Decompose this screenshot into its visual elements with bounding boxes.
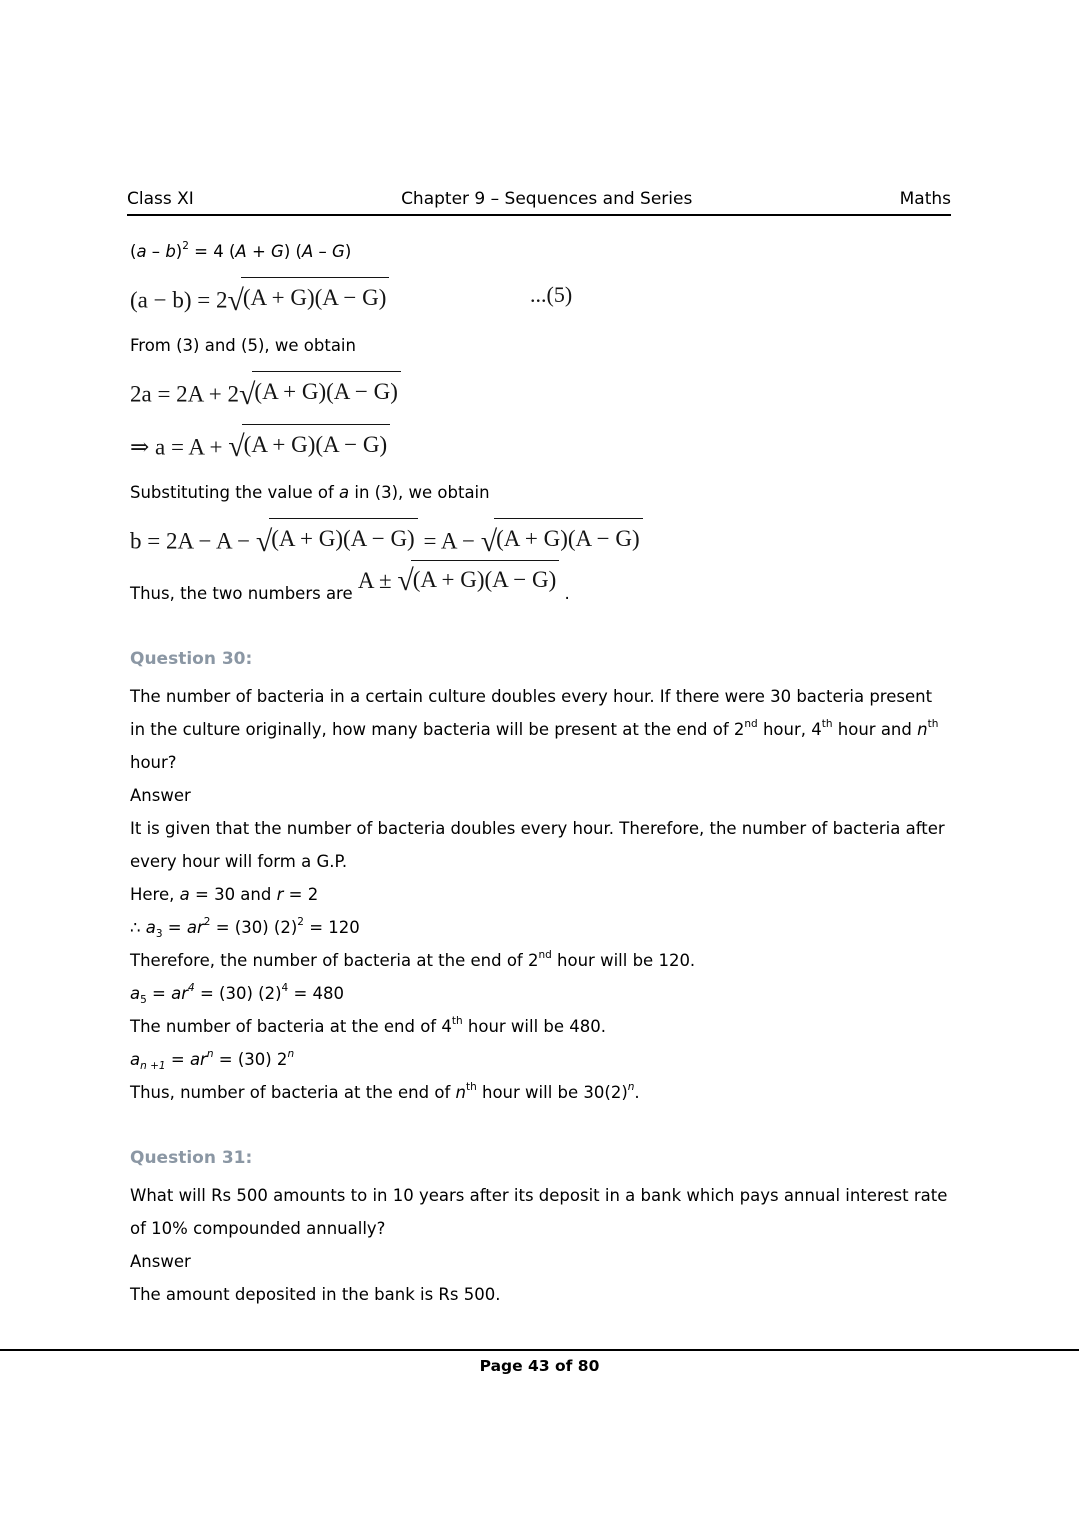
- square-root: √ (A + G)(A − G): [239, 371, 401, 410]
- paragraph-substituting: Substituting the value of a in (3), we obtain: [130, 483, 490, 503]
- line-4th-hour: The number of bacteria at the end of 4th hour will be 480.: [130, 1014, 607, 1036]
- answer-label-q31: Answer: [130, 1251, 191, 1271]
- radical-icon: √: [397, 563, 414, 597]
- equation-reference: ...(5): [530, 282, 573, 308]
- paragraph-from-3-and-5: From (3) and (5), we obtain: [130, 336, 356, 356]
- line-a5: $a_5 = ar^4 = (30) (2)^4 = 480$: [130, 981, 345, 1006]
- equation-line-ab-squared: (a – b)$^2$ = 4 (A + G) (A – G): [130, 240, 352, 261]
- document-content: [130, 235, 952, 1311]
- question-30-heading: Question 30:: [130, 648, 253, 669]
- page-header: [127, 189, 951, 216]
- question-31-heading: Question 31:: [130, 1147, 253, 1168]
- radical-icon: √: [255, 524, 273, 558]
- equation-a-implies: ⇒ a = A + √ (A + G)(A − G): [130, 424, 952, 465]
- page-number: Page 43 of 80: [479, 1357, 600, 1375]
- radical-icon: √: [227, 283, 244, 317]
- line-therefore-2nd-hour: Therefore, the number of bacteria at the end of 2nd hour will be 120.: [130, 948, 696, 970]
- header-class-label: Class XI: [127, 189, 194, 209]
- square-root: √ (A + G)(A − G): [256, 518, 418, 557]
- paragraph-given-bacteria: It is given that the number of bacteria doubles every hour. Therefore, the number of bacteria after every hour will form a G.P.: [130, 818, 945, 871]
- radical-icon: √: [228, 430, 245, 464]
- line-here-a-r: Here, a = 30 and r = 2: [130, 884, 319, 904]
- line-a3: ∴ $a_3 = ar^2 = (30) (2)^2 = 120$: [130, 915, 360, 940]
- square-root: √ (A + G)(A − G): [397, 560, 559, 596]
- square-root: √ (A + G)(A − G): [227, 277, 389, 316]
- radical-icon: √: [480, 524, 498, 558]
- header-chapter-title: Chapter 9 – Sequences and Series: [401, 189, 693, 209]
- question-30-text: The number of bacteria in a certain culture doubles every hour. If there were 30 bacteria present in the culture originally, how many bacteria will be present at the end of 2nd hour, 4th hour and $n^{th}$ hour?: [130, 686, 939, 772]
- equation-2a: 2a = 2A + 2 √ (A + G)(A − G): [130, 371, 952, 412]
- equation-b: b = 2A − A − √ (A + G)(A − G) = A − √ (A + G)(A − G): [130, 518, 952, 559]
- inline-equation: A ± √ (A + G)(A − G): [358, 568, 559, 593]
- footer-divider: [0, 1349, 1079, 1351]
- line-nth-hour: Thus, number of bacteria at the end of $n^{th}$ hour will be $30(2)^n$.: [130, 1080, 640, 1102]
- square-root: √ (A + G)(A − G): [481, 518, 643, 557]
- paragraph-thus-two-numbers: Thus, the two numbers are A ± √ (A + G)(A − G) .: [130, 571, 952, 610]
- paragraph-amount-deposited: The amount deposited in the bank is Rs 500.: [130, 1284, 501, 1304]
- square-root: √ (A + G)(A − G): [228, 424, 390, 463]
- line-an1: $a_{n +1} = ar^n = (30)$ 2$^n$: [130, 1047, 295, 1072]
- question-31-text: What will Rs 500 amounts to in 10 years after its deposit in a bank which pays annual interest rate of 10% compounded annually?: [130, 1185, 948, 1238]
- equation-ab-root: (a − b) = 2 √ (A + G)(A − G) ...(5): [130, 277, 952, 318]
- radical-icon: √: [239, 378, 256, 412]
- header-subject-label: Maths: [899, 189, 951, 209]
- answer-label-q30: Answer: [130, 785, 191, 805]
